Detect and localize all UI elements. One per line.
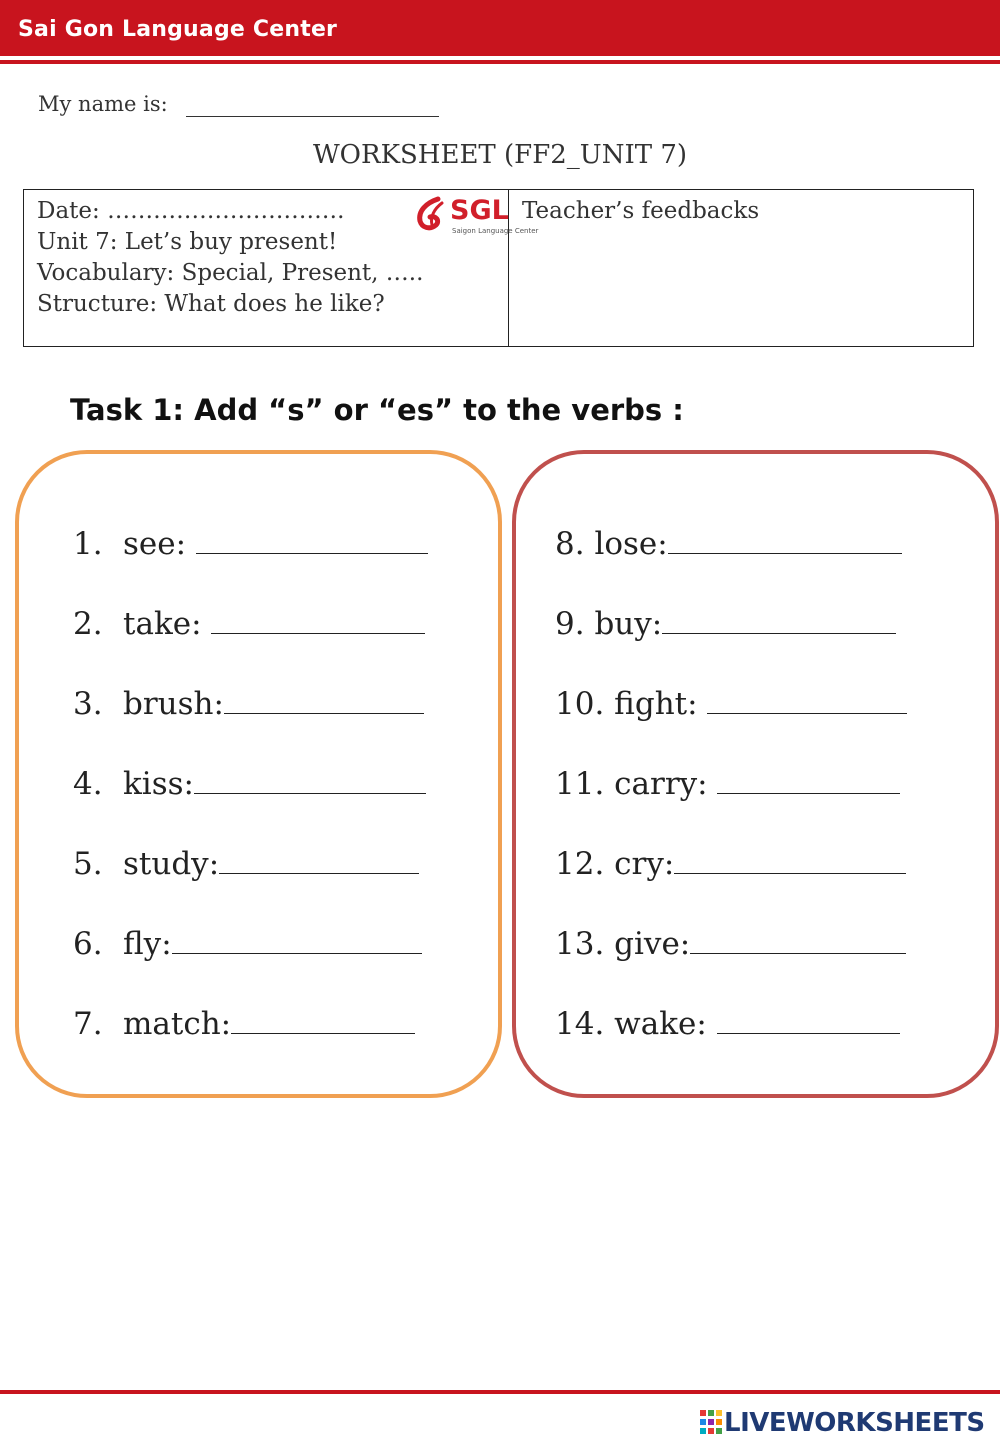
item-number: 1. <box>73 526 103 562</box>
task-title: Task 1: Add “s” or “es” to the verbs : <box>70 393 684 427</box>
verb-item <box>555 1003 900 1042</box>
answer-blank[interactable] <box>211 603 425 634</box>
verb-item <box>555 683 907 722</box>
item-verb: study: <box>123 846 220 882</box>
item-number: 8. <box>555 526 585 562</box>
item-number: 3. <box>73 686 103 722</box>
item-number: 10. <box>555 686 605 722</box>
answer-blank[interactable] <box>231 1003 415 1034</box>
item-number: 6. <box>73 926 103 962</box>
vocabulary-line: Vocabulary: Special, Present, ….. <box>37 260 424 286</box>
answer-blank[interactable] <box>196 523 428 554</box>
item-verb: match: <box>123 1006 232 1042</box>
item-verb: fly: <box>123 926 172 962</box>
item-verb: brush: <box>123 686 224 722</box>
verb-item <box>555 603 896 642</box>
sgl-logo-subtext: Saigon Language Center <box>452 227 539 235</box>
verb-item <box>73 683 424 722</box>
item-number: 14. <box>555 1006 605 1042</box>
item-number: 5. <box>73 846 103 882</box>
item-number: 7. <box>73 1006 103 1042</box>
date-line: Date: …………………………. <box>37 198 345 224</box>
liveworksheets-grid-icon <box>700 1410 722 1436</box>
item-verb: see: <box>123 526 187 562</box>
unit-line: Unit 7: Let’s buy present! <box>37 229 338 255</box>
verb-item <box>73 843 419 882</box>
verb-item <box>555 843 906 882</box>
item-number: 4. <box>73 766 103 802</box>
worksheet-title: WORKSHEET (FF2_UNIT 7) <box>312 140 688 170</box>
item-number: 2. <box>73 606 103 642</box>
item-verb: cry: <box>614 846 675 882</box>
item-verb: take: <box>123 606 202 642</box>
liveworksheets-logo <box>700 1408 995 1438</box>
teacher-feedback-label: Teacher’s feedbacks <box>522 198 760 224</box>
sgl-swirl-icon <box>412 195 452 237</box>
item-number: 12. <box>555 846 605 882</box>
answer-blank[interactable] <box>224 683 424 714</box>
answer-blank[interactable] <box>194 763 426 794</box>
name-label: My name is: <box>38 92 168 116</box>
answer-blank[interactable] <box>662 603 896 634</box>
verb-item <box>73 523 428 562</box>
answer-blank[interactable] <box>717 763 900 794</box>
sgl-logo-text: SGL <box>450 195 509 226</box>
answer-blank[interactable] <box>690 923 906 954</box>
header-bar <box>0 0 1000 56</box>
answer-blank[interactable] <box>717 1003 900 1034</box>
item-number: 13. <box>555 926 605 962</box>
header-rule <box>0 60 1000 64</box>
header-title: Sai Gon Language Center <box>18 17 338 42</box>
item-verb: buy: <box>594 606 663 642</box>
answer-blank[interactable] <box>172 923 422 954</box>
item-number: 11. <box>555 766 605 802</box>
liveworksheets-brand: LIVEWORKSHEETS <box>724 1408 985 1438</box>
item-verb: lose: <box>594 526 668 562</box>
verb-item <box>73 1003 415 1042</box>
verb-item <box>73 603 425 642</box>
item-verb: kiss: <box>123 766 194 802</box>
item-verb: carry: <box>614 766 708 802</box>
answer-blank[interactable] <box>707 683 907 714</box>
verb-item <box>555 523 902 562</box>
name-input-line[interactable] <box>186 116 439 117</box>
item-verb: give: <box>614 926 691 962</box>
structure-line: Structure: What does he like? <box>37 291 385 317</box>
verb-item <box>73 763 426 802</box>
item-verb: wake: <box>614 1006 707 1042</box>
verb-item <box>73 923 422 962</box>
sgl-logo <box>412 195 539 237</box>
answer-blank[interactable] <box>674 843 906 874</box>
item-number: 9. <box>555 606 585 642</box>
item-verb: fight: <box>614 686 698 722</box>
answer-blank[interactable] <box>219 843 419 874</box>
footer-rule <box>0 1390 1000 1394</box>
answer-blank[interactable] <box>668 523 902 554</box>
verb-item <box>555 763 900 802</box>
verb-item <box>555 923 906 962</box>
